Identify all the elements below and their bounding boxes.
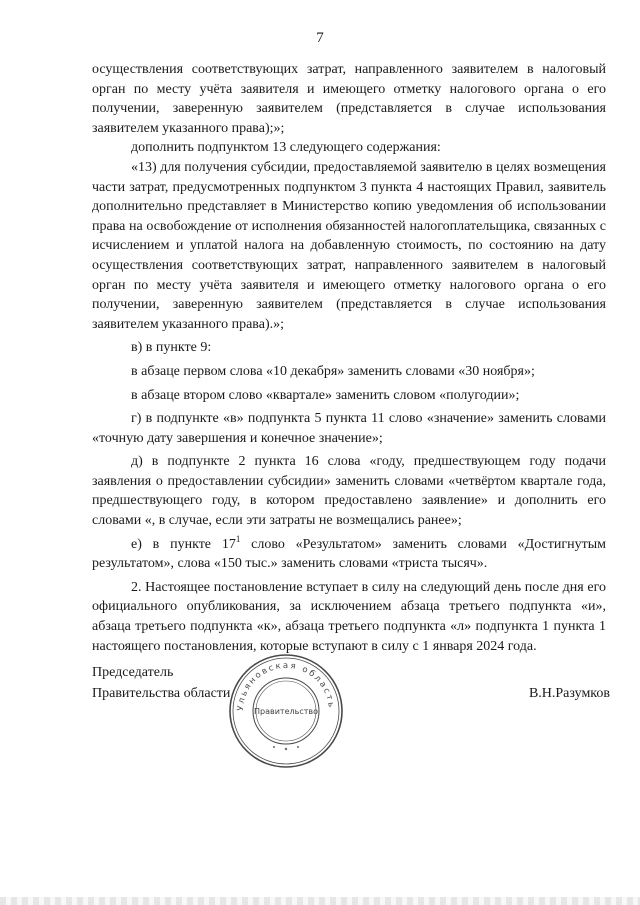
- paragraph-9-end: слово «Результатом» заменить словами «Достигнутым результатом», слова «150 тыс.» заменить словами «триста тысяч».: [92, 536, 606, 572]
- paragraph-3: «13) для получения субсидии, предоставляемой заявителю в целях возмещения части затрат, предусмотренных подпунктом 3 пункта 4 настоящих Правил, заявитель дополнительно представляет в Министерство копию уведомления об использовании права на освобождение от исполнения обязанностей налогоплательщика, связанных с исчислением и уплатой налога на добавленную стоимость, по состоянию на дату осуществления соответствующих затрат, направленного заявителем в налоговый орган по месту учёта заявителя и имеющего отметку налогового органа о его получении, заверенную заявителем (представляется в случае использования заявителем указанного права).»;: [92, 159, 606, 332]
- paragraph-10: 2. Настоящее постановление вступает в силу на следующий день после дня его официального опубликования, за исключением абзаца третьего подпункта «и», абзаца третьего подпункта «к», абзаца третьего подпункта «л» подпункта 1 пункта 1 настоящего постановления, которые вступают в силу с 1 января 2024 года.: [92, 579, 606, 654]
- seal-dots: [273, 746, 299, 750]
- page-number: 7: [316, 30, 324, 46]
- signatory-line-2: Правительства области: [92, 686, 231, 701]
- paragraph-5: в абзаце первом слова «10 декабря» заменить словами «30 ноября»;: [131, 363, 535, 379]
- paragraph-7: г) в подпункте «в» подпункта 5 пункта 11 слово «значение» заменить словами «точную дату завершения и конечное значение»;: [92, 411, 606, 446]
- paragraph-2: дополнить подпунктом 13 следующего содержания:: [131, 140, 441, 156]
- paragraph-9-start: е) в пункте 17: [131, 536, 236, 552]
- paragraph-9-superscript: 1: [235, 533, 241, 544]
- scan-edge: [0, 897, 640, 905]
- document-body: [92, 60, 606, 656]
- signatory-name: В.Н.Разумков: [528, 686, 610, 701]
- signatory-title: [92, 662, 230, 704]
- seal-ring-text: Ульяновская область: [235, 660, 337, 712]
- seal-center-text: Правительство: [254, 707, 318, 716]
- paragraph-4: в) в пункте 9:: [131, 340, 212, 356]
- paragraph-1: осуществления соответствующих затрат, направленного заявителем в налоговый орган по месту учёта заявителя и имеющего отметку налогового органа о его получении, заверенную заявителем (представляется в случае использования заявителем указанного права);»;: [92, 62, 606, 136]
- signatory-line-1: Председатель: [92, 665, 174, 680]
- official-seal: [226, 651, 346, 771]
- paragraph-6: в абзаце втором слово «квартале» заменить словом «полугодии»;: [131, 387, 520, 403]
- paragraph-9: [92, 535, 606, 574]
- paragraph-8: д) в подпункте 2 пункта 16 слова «году, предшествующем году подачи заявления о предоставлении субсидии» заменить словами «четвёртом квартале года, предшествующего году, в котором предоставлено заявление» и дополнить его словами «, в случае, если эти затраты не возмещались ранее»;: [92, 454, 606, 529]
